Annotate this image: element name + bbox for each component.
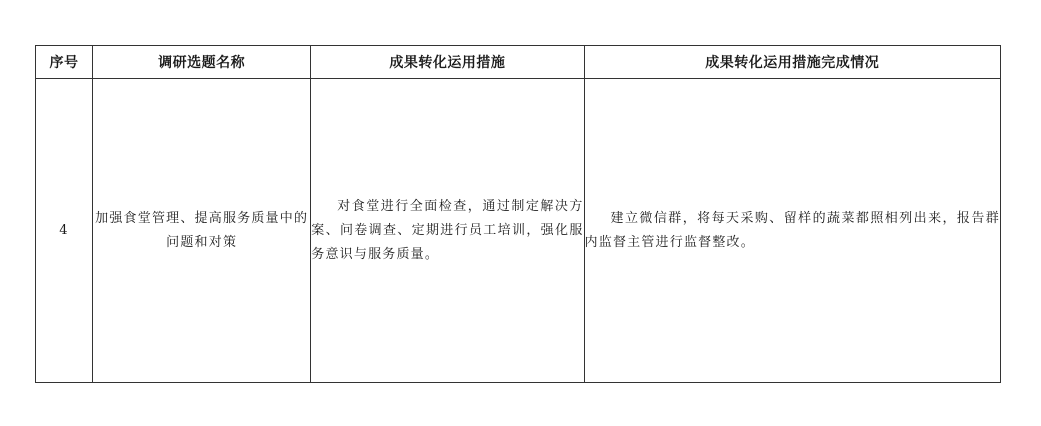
conversion-measures-text: 对食堂进行全面检查，通过制定解决方案、问卷调查、定期进行员工培训，强化服务意识与服务质量。 — [311, 198, 584, 262]
results-table — [35, 45, 1001, 383]
table-row — [36, 79, 1001, 383]
research-topic-text: 加强食堂管理、提高服务质量中的问题和对策 — [95, 210, 309, 250]
row-research-topic — [93, 79, 311, 383]
header-research-topic: 调研选题名称 — [93, 46, 311, 79]
row-serial-number: 4 — [36, 79, 93, 383]
header-measure-completion: 成果转化运用措施完成情况 — [584, 46, 1000, 79]
row-conversion-measures — [311, 79, 584, 383]
row-measure-completion — [584, 79, 1000, 383]
header-conversion-measures: 成果转化运用措施 — [311, 46, 584, 79]
table-header — [36, 46, 1001, 79]
measure-completion-text: 建立微信群，将每天采购、留样的蔬菜都照相列出来，报告群内监督主管进行监督整改。 — [584, 210, 1000, 250]
table-body — [36, 79, 1001, 383]
header-serial-number: 序号 — [36, 46, 93, 79]
header-row — [36, 46, 1001, 79]
